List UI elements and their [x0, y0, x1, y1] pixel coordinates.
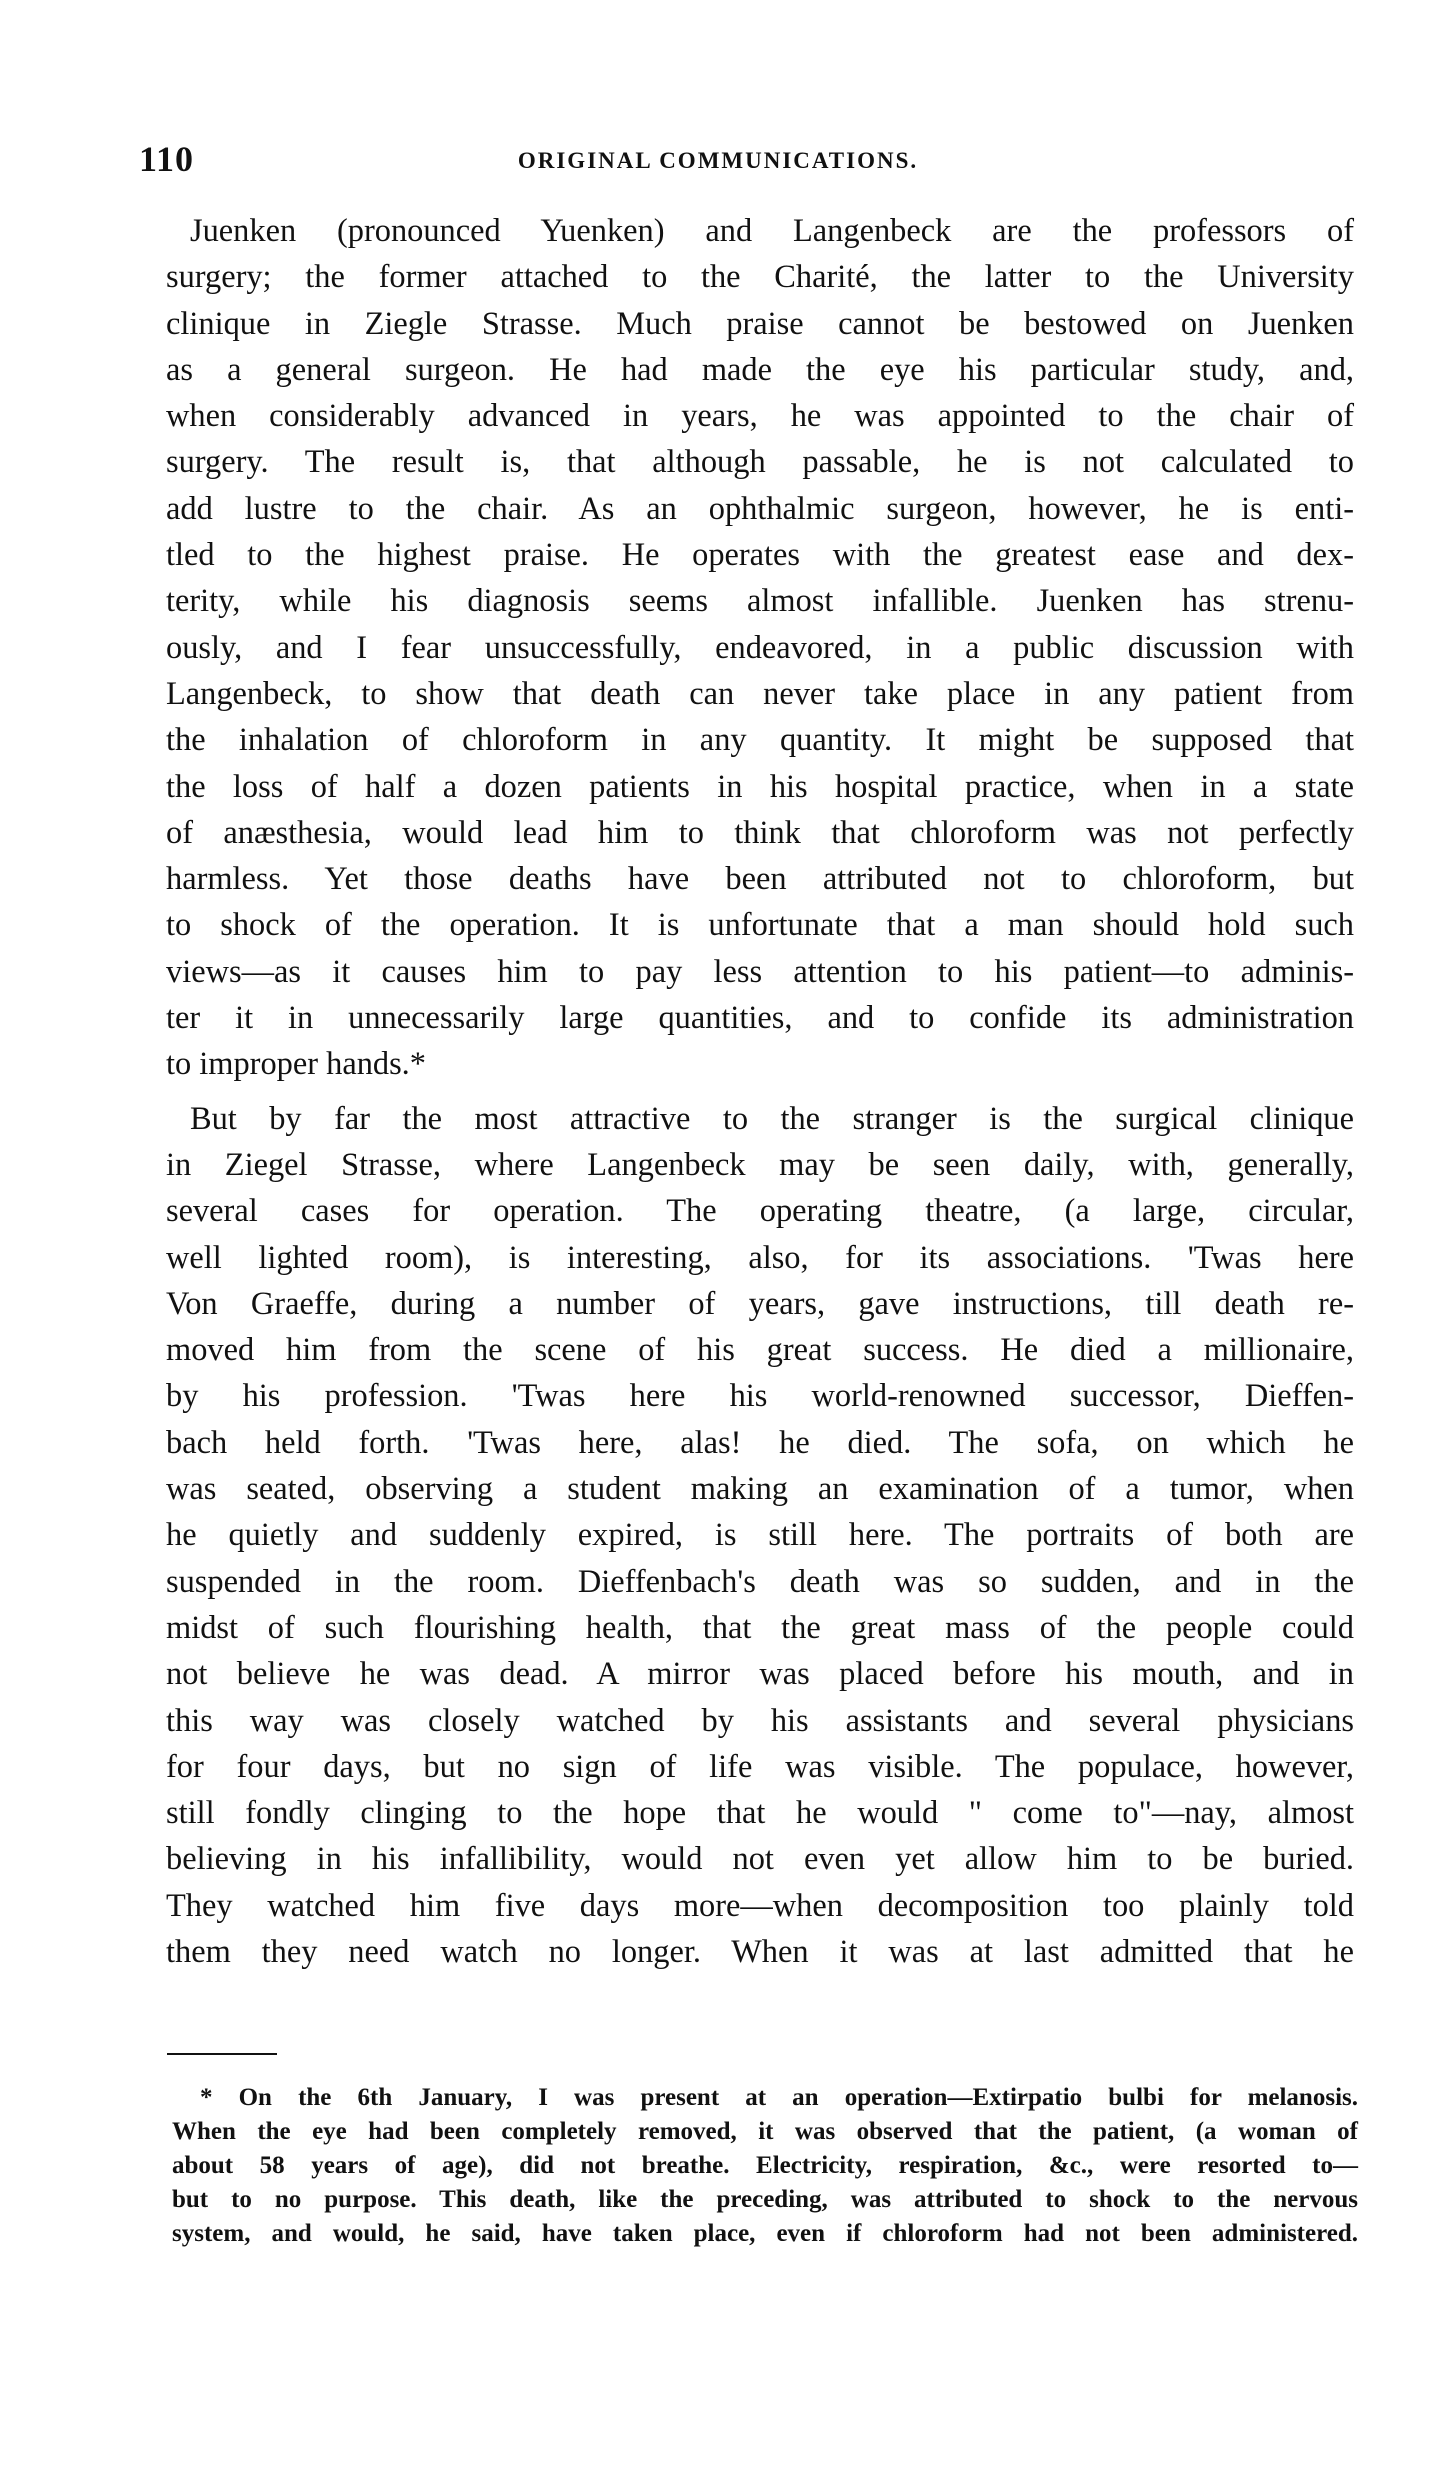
- footnote: [172, 2081, 1358, 2251]
- text-line: add lustre to the chair. As an ophthalmic surgeon, however, he is enti-: [166, 490, 1354, 527]
- footnote-line: When the eye had been completely removed, it was observed that the patient, (a woman of: [172, 2118, 1358, 2145]
- text-line: Juenken (pronounced Yuenken) and Langenbeck are the professors of: [190, 213, 1354, 249]
- page-number: 110: [139, 139, 195, 179]
- text-line: tled to the highest praise. He operates with the greatest ease and dex-: [166, 537, 1354, 574]
- text-line: to shock of the operation. It is unfortunate that a man should hold such: [166, 907, 1354, 944]
- text-line: by his profession. 'Twas here his world-renowned successor, Dieffen-: [166, 1378, 1354, 1415]
- text-line: he quietly and suddenly expired, is still here. The portraits of both are: [166, 1517, 1354, 1554]
- text-line: harmless. Yet those deaths have been attributed not to chloroform, but: [166, 861, 1354, 898]
- text-line: But by far the most attractive to the stranger is the surgical clinique: [190, 1100, 1354, 1137]
- footnote-line: but to no purpose. This death, like the preceding, was attributed to shock to the nervous: [172, 2186, 1358, 2213]
- text-line: in Ziegel Strasse, where Langenbeck may be seen daily, with, generally,: [166, 1146, 1354, 1183]
- text-line: as a general surgeon. He had made the eye his particular study, and,: [166, 351, 1354, 388]
- text-line: still fondly clinging to the hope that he would " come to"—nay, almost: [166, 1795, 1354, 1832]
- text-line: bach held forth. 'Twas here, alas! he died. The sofa, on which he: [166, 1424, 1354, 1461]
- text-line: believing in his infallibility, would not even yet allow him to be buried.: [166, 1841, 1354, 1878]
- text-line: the inhalation of chloroform in any quantity. It might be supposed that: [166, 722, 1354, 759]
- text-line: Langenbeck, to show that death can never take place in any patient from: [166, 675, 1354, 712]
- paragraph-2: [166, 1096, 1354, 1976]
- page-header: [133, 138, 1303, 188]
- footnote-line: system, and would, he said, have taken place, even if chloroform had not been administered.: [172, 2220, 1358, 2247]
- footnote-line: about 58 years of age), did not breathe. Electricity, respiration, &c., were resorted to—: [172, 2152, 1358, 2179]
- text-line: not believe he was dead. A mirror was placed before his mouth, and in: [166, 1656, 1354, 1693]
- text-line: views—as it causes him to pay less attention to his patient—to adminis-: [166, 953, 1354, 990]
- text-line: ously, and I fear unsuccessfully, endeavored, in a public discussion with: [166, 629, 1354, 666]
- text-line: clinique in Ziegle Strasse. Much praise cannot be bestowed on Juenken: [166, 305, 1354, 342]
- text-line: them they need watch no longer. When it was at last admitted that he: [166, 1933, 1354, 1970]
- footnote-line: * On the 6th January, I was present at an operation—Extirpatio bulbi for melanosis.: [200, 2084, 1358, 2111]
- running-head: ORIGINAL COMMUNICATIONS.: [517, 148, 919, 173]
- text-line: They watched him five days more—when decomposition too plainly told: [166, 1887, 1354, 1924]
- text-line: midst of such flourishing health, that the great mass of the people could: [166, 1609, 1354, 1646]
- text-line: several cases for operation. The operating theatre, (a large, circular,: [166, 1193, 1354, 1230]
- text-line: to improper hands.*: [166, 1046, 426, 1083]
- text-line: was seated, observing a student making an examination of a tumor, when: [166, 1471, 1354, 1508]
- paragraph-1: [166, 208, 1354, 1088]
- text-line: well lighted room), is interesting, also, for its associations. 'Twas here: [166, 1239, 1354, 1276]
- text-line: for four days, but no sign of life was visible. The populace, however,: [166, 1748, 1354, 1785]
- text-line: of anæsthesia, would lead him to think that chloroform was not perfectly: [166, 814, 1354, 851]
- text-line: ter it in unnecessarily large quantities, and to confide its administration: [166, 1000, 1354, 1037]
- text-line: moved him from the scene of his great success. He died a millionaire,: [166, 1332, 1354, 1369]
- text-line: terity, while his diagnosis seems almost infallible. Juenken has strenu-: [166, 583, 1354, 620]
- text-line: this way was closely watched by his assistants and several physicians: [166, 1702, 1354, 1739]
- text-line: when considerably advanced in years, he was appointed to the chair of: [166, 398, 1354, 435]
- footnote-rule: [167, 2053, 277, 2055]
- text-line: surgery. The result is, that although passable, he is not calculated to: [166, 444, 1354, 481]
- text-line: surgery; the former attached to the Charité, the latter to the University: [166, 259, 1354, 296]
- body-text: [166, 208, 1354, 1983]
- text-line: suspended in the room. Dieffenbach's death was so sudden, and in the: [166, 1563, 1354, 1600]
- text-line: Von Graeffe, during a number of years, gave instructions, till death re-: [166, 1285, 1354, 1322]
- text-line: the loss of half a dozen patients in his hospital practice, when in a state: [166, 768, 1354, 805]
